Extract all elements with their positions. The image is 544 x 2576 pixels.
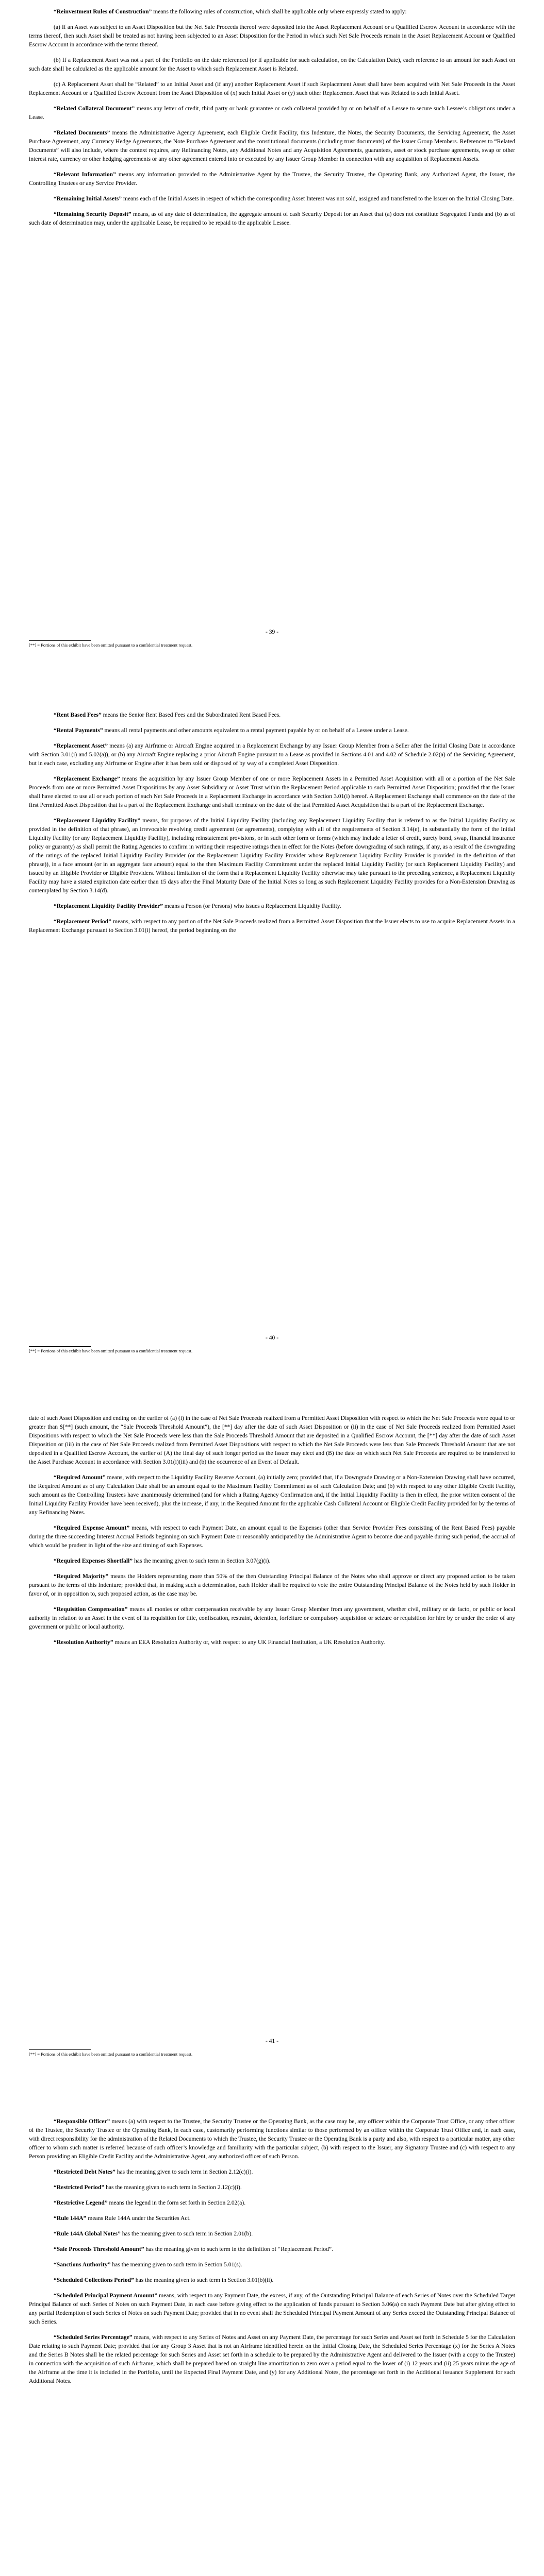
defined-term: “Scheduled Principal Payment Amount” [54,2292,158,2299]
definition-paragraph [29,2198,515,2207]
defined-term: “Required Majority” [54,1573,109,1580]
definition-text: means all monies or other compensation receivable by any Issuer Group Member from any government, whether civil, military or de facto, or public or local authority in relation to an Asset in the event of its requisition for title, confiscation, restraint, detention, forfeiture or compulsory acquisition or seizure or requisition for hire by or under the order of any government or public or local authority. [29,1606,515,1630]
definition-paragraph [29,2276,515,2284]
defined-term: “Reinvestment Rules of Construction” [54,8,152,15]
defined-term: “Rule 144A” [54,2215,87,2222]
definition-text: (b) If a Replacement Asset was not a part of the Portfolio on the date referenced (or if applicable for such calculation, on the Calculation Date), each reference to an amount for such Asset on such date shall be calculated as the applicable amount for the Asset to which such Replacement Asset is Related. [29,57,515,72]
defined-term: “Restricted Debt Notes” [54,2168,116,2175]
definition-paragraph [29,2183,515,2192]
definition-paragraph [29,2260,515,2269]
definition-paragraph [29,194,515,203]
definition-text: (a) If an Asset was subject to an Asset Disposition but the Net Sale Proceeds thereof were deposited into the Asset Replacement Account or a Qualified Escrow Account in accordance with the terms thereof, then such Asset shall be treated as not having been subjected to an Asset Disposition for the Period in which such Net Sale Proceeds remain in the Asset Replacement Account or Qualified Escrow Account in accordance with the terms thereof. [29,24,515,48]
subparagraph [29,56,515,73]
definition-text: means a Person (or Persons) who issues a Replacement Liquidity Facility. [163,903,341,909]
definition-text: means, for purposes of the Initial Liquidity Facility (including any Replacement Liquidity Facility that is referred to as the Initial Liquidity Facility as provided in the definition of that phrase), an irrevocable revolving credit agreement (or agreements), complying with all of the requirements of Section 3.14(e), in substantially the form of the Initial Liquidity Facility (or any Replacement Liquidity Facility), including reinstatement provisions, or in such other form or forms (which may include a letter of credit, surety bond, swap, financial insurance policy or guaranty) as shall permit the Rating Agencies to confirm in writing their respective ratings then in effect for the Notes (before downgrading of such ratings, if any, as a result of the downgrading of the ratings of the replaced Initial Liquidity Facility Provider (or the Replacement Liquidity Facility Provider whose Replacement Liquidity Facility Provider is provided in the definition of that phrase)), in a face amount (or in an aggregate face amount) equal to the then Maximum Facility Commitment under the replaced Initial Liquidity Facility (or such Replacement Liquidity Facility) and issued by an Eligible Provider or Eligible Providers. Without limitation of the form that a Replacement Liquidity Facility otherwise may take pursuant to the preceding sentence, a Replacement Liquidity Facility may have a stated expiration date earlier than 15 days after the Final Maturity Date of the Initial Notes so long as such Replacement Liquidity Facility provides for a Non-Extension Drawing as contemplated by Section 3.14(d). [29,817,515,894]
definition-paragraph [29,1523,515,1550]
definition-text: has the meaning given to such term in Section 5.01(s). [110,2261,242,2268]
definition-text: means all rental payments and other amounts equivalent to a rental payment payable by or on behalf of a Lessee under a Lease. [103,727,409,734]
definition-paragraph [29,2229,515,2238]
defined-term: “Relevant Information” [54,171,116,178]
definition-paragraph [29,2291,515,2326]
defined-term: “Scheduled Series Percentage” [54,2334,133,2341]
definition-text: means each of the Initial Assets in respect of which the corresponding Asset Interest was not sold, assigned and transferred to the Issuer on the Initial Closing Date. [122,195,514,202]
subparagraph [29,23,515,49]
defined-term: “Sanctions Authority” [54,2261,111,2268]
definition-text: means the Senior Rent Based Fees and the Subordinated Rent Based Fees. [101,711,281,718]
definition-paragraph [29,774,515,809]
definition-text: means the Administrative Agency Agreement, each Eligible Credit Facility, this Indenture, the Notes, the Security Documents, the Servicing Agreement, the Asset Purchase Agreement, any Currency Hedge Agreements, the Note Purchase Agreement and the constitutional documents (including trust documents) of the Issuer Group Members. References to “Related Documents” will also include, where the context requires, any Refinancing Notes, any Additional Notes and any Acquisition Agreements, guarantees, asset or stock purchase agreements, swap or other interest rate, currency or other hedging agreements or any other agreement entered into or executed by any Issuer Group Member in connection with any acquisition of Replacement Assets. [29,129,515,162]
defined-term: “Remaining Initial Assets” [54,195,122,202]
definition-text: (c) A Replacement Asset shall be “Related” to an Initial Asset and (if any) another Replacement Asset if such Replacement Asset shall have been acquired with Net Sale Proceeds in the Asset Replacement Account or a Qualified Escrow Account from the Asset Disposition of (x) such Initial Asset or (y) such other Replacement Asset that was Related to such Initial Asset. [29,81,515,96]
defined-term: “Replacement Liquidity Facility Provider” [54,903,163,909]
definition-paragraph [29,104,515,122]
defined-term: “Rent Based Fees” [54,711,102,718]
definition-text: means an EEA Resolution Authority or, with respect to any UK Financial Institution, a UK Resolution Authority. [113,1639,385,1646]
definition-paragraph [29,210,515,227]
defined-term: “Rental Payments” [54,727,103,734]
defined-term: “Replacement Liquidity Facility” [54,817,141,824]
definition-text: means, with respect to any portion of the Net Sale Proceeds realized from a Permitted Asset Disposition that the Issuer elects to use to acquire Replacement Assets in a Replacement Exchange pursuant to Section 3.01(i) hereof, the period beginning on the [29,918,515,934]
page-number: - 40 - [265,1334,279,1341]
definition-text: means, with respect to any Payment Date, the excess, if any, of the Outstanding Principal Balance of each Series of Notes over the Scheduled Target Principal Balance of such Series of Notes on such Payment Date, in each case before giving effect to the application of funds pursuant to Section 3.06(a) on such Payment Date but after giving effect to any partial Redemption of such Series of Notes on such Payment Date; provided that in no event shall the Scheduled Principal Payment Amount of any Series exceed the Outstanding Principal Balance of such Series. [29,2292,515,2325]
definition-text: means the acquisition by any Issuer Group Member of one or more Replacement Assets in a Permitted Asset Acquisition with all or a portion of the Net Sale Proceeds from one or more Permitted Asset Dispositions by any Asset Subsidiary or Asset Trust within the Replacement Period applicable to such Permitted Asset Disposition; provided that the Issuer shall have elected to use all or such portion of such Net Sale Proceeds in a Replacement Exchange in accordance with Section 3.01(i) hereof. A Replacement Exchange shall commence on the date of the first Permitted Asset Disposition that is a part of the Replacement Exchange and shall terminate on the date of the last Permitted Asset Acquisition that is a part of the Replacement Exchange. [29,775,515,808]
definition-paragraph [29,902,515,910]
page-number: - 41 - [265,2038,279,2044]
definition-paragraph [29,726,515,735]
definition-paragraph [29,2214,515,2223]
document-page [0,1406,544,2110]
definition-paragraph [29,170,515,188]
defined-term: “Related Documents” [54,129,110,136]
defined-term: “Remaining Security Deposit” [54,211,131,217]
definition-paragraph [29,1556,515,1565]
defined-term: “Required Expense Amount” [54,1524,130,1531]
definition-text: has the meaning given to such term in Section 3.07(g)(i). [133,1557,271,1564]
definition-text: means, with respect to the Liquidity Facility Reserve Account, (a) initially zero; provided that, if a Downgrade Drawing or a Non-Extension Drawing shall have occurred, the Required Amount as of any Calculation Date shall be an amount equal to the Maximum Facility Commitment as of such Calculation Date; and (b) with respect to any other Eligible Credit Facility, such amount as the Controlling Trustees have unanimously determined (and for which a Rating Agency Confirmation and, if the Initial Liquidity Facility is then in effect, the prior written consent of the Initial Liquidity Facility Provider have been received), plus the increase, if any, in the Required Amount for the applicable Cash Collateral Account or Eligible Credit Facility provided for by the terms of any Refinancing Notes. [29,1474,515,1516]
definition-text: means the following rules of construction, which shall be applicable only where expressly stated to apply: [152,8,407,15]
definition-paragraph [29,1605,515,1631]
footnote-divider [29,640,91,641]
footnote-divider [29,1346,91,1347]
definition-text: has the meaning given to such term in Section 2.12(c)(i). [104,2184,242,2191]
definition-text: has the meaning given to such term in Section 2.12(c)(i). [115,2168,253,2175]
defined-term: “Replacement Asset” [54,742,108,749]
defined-term: “Sale Proceeds Threshold Amount” [54,2246,144,2252]
definition-paragraph [29,7,515,16]
confidential-footnote: [**] = Portions of this exhibit have been omitted pursuant to a confidential treatment request. [29,1348,193,1353]
definition-text: means the Holders representing more than 50% of the then Outstanding Principal Balance of the Notes who shall approve or direct any proposed action to be taken pursuant to the terms of this Indenture; provided that, in making such a determination, each Holder shall be required to vote the entire Outstanding Principal Balance of the Notes held by such Holder in favor of, or in opposition to, such proposed action, as the case may be. [29,1573,515,1597]
definition-text: has the meaning given to such term in Section 3.01(b)(ii). [134,2277,274,2283]
defined-term: “Related Collateral Document” [54,105,135,112]
continued-paragraph [29,1414,515,1466]
definition-paragraph [29,2333,515,2385]
definition-text: has the meaning given to such term in Section 2.01(b). [120,2230,253,2237]
defined-term: “Restricted Period” [54,2184,105,2191]
definition-paragraph [29,2245,515,2253]
definition-text: means (a) any Airframe or Aircraft Engine acquired in a Replacement Exchange by any Issuer Group Member from a Seller after the Initial Closing Date in accordance with Section 3.01(i) and 5.02(a)), or (b) any Aircraft Engine replacing a prior Aircraft Engine pursuant to a Lease as provided in Sections 4.01 and 4.02 of Schedule 2.02(a) of the Servicing Agreement, but in each case, excluding any Airframe or Engine after it has been sold or disposed of by way of a completed Asset Disposition. [29,742,515,767]
subparagraph [29,80,515,97]
definition-text: means (a) with respect to the Trustee, the Security Trustee or the Operating Bank, as the case may be, any officer within the Corporate Trust Office, or any other officer of the Trustee, the Security Trustee or the Operating Bank, in each case, customarily performing functions similar to those performed by an officer within the Corporate Trust Office and, in each case, with direct responsibility for the administration of the Related Documents to which the Trustee, the Security Trustee or the Operating Bank is a party and also, with respect to a particular matter, any other officer to whom such matter is referred because of such officer’s knowledge and familiarity with the particular subject, (b) with respect to the Issuer, any Signatory Trustee and (c) with respect to any Person providing an Eligible Credit Facility and the Administrative Agent, any authorized officer of such Person. [29,2118,515,2160]
definition-paragraph [29,2117,515,2161]
definition-paragraph [29,1473,515,1517]
defined-term: “Responsible Officer” [54,2118,110,2125]
document-page [0,2110,544,2576]
definition-text: has the meaning given to such term in the definition of “Replacement Period”. [144,2246,333,2252]
defined-term: “Scheduled Collections Period” [54,2277,134,2283]
definition-paragraph [29,128,515,163]
definition-paragraph [29,1572,515,1598]
definition-paragraph [29,1638,515,1647]
footnote-divider [29,2049,91,2050]
definition-paragraph [29,2167,515,2176]
definition-paragraph [29,710,515,719]
definition-text: means, with respect to any Series of Notes and Asset on any Payment Date, the percentage for such Series and Asset set forth in Schedule 5 for the Calculation Date relating to such Payment Date; provided that for any Group 3 Asset that is not an Airframe identified herein on the Initial Closing Date, the Scheduled Series Percentage (x) for the Series A Notes and the Series B Notes shall be the related percentage for such Series and Asset set forth in a schedule to be prepared by the Administrative Agent and delivered to the Issuer (with a copy to the Trustee) in connection with the acquisition of such Airframe, which shall be prepared based on straight line amortization to zero over a period equal to the lower of (i) 12 years and (ii) 25 years minus the age of the Airframe at the time it is included in the Portfolio, until the Expected Final Payment Date, and (y) for any Additional Notes, the percentage set forth in the Additional Issuance Supplement for such Additional Notes. [29,2334,515,2384]
page-number: - 39 - [265,629,279,635]
confidential-footnote: [**] = Portions of this exhibit have been omitted pursuant to a confidential treatment request. [29,642,193,648]
document-page [0,0,544,703]
definition-paragraph [29,741,515,768]
defined-term: “Replacement Exchange” [54,775,120,782]
document-page [0,703,544,1406]
definition-text: means Rule 144A under the Securities Act. [86,2215,191,2222]
definition-text: means any letter of credit, third party or bank guarantee or cash collateral provided by or on behalf of a Lessee to secure such Lessee’s obligations under a Lease. [29,105,515,121]
defined-term: “Replacement Period” [54,918,111,925]
definition-text: means any information provided to the Administrative Agent by the Trustee, the Security Trustee, the Operating Bank, any Authorized Agent, the Issuer, the Controlling Trustees or any Service Provider. [29,171,515,187]
defined-term: “Rule 144A Global Notes” [54,2230,121,2237]
definition-text: means, with respect to each Payment Date, an amount equal to the Expenses (other than Service Provider Fees consisting of the Rent Based Fees) payable during the three succeeding Interest Accrual Periods beginning on such Payment Date or reasonably anticipated by the Administrative Agent to become due and payable during such period, the accrual of which would be prudent in light of the size and timing of such Expenses. [29,1524,515,1549]
defined-term: “Restrictive Legend” [54,2199,108,2206]
defined-term: “Required Amount” [54,1474,106,1481]
definition-paragraph [29,917,515,935]
definition-text: means the legend in the form set forth in Section 2.02(a). [107,2199,246,2206]
definition-text: date of such Asset Disposition and ending on the earlier of (a) (i) in the case of Net Sale Proceeds realized from a Permitted Asset Disposition with respect to which the Net Sale Proceeds were equal to or greater than $[**] (such amount, the “Sale Proceeds Threshold Amount”), the [**] day after the date of such Asset Disposition or (ii) in the case of Net Sale Proceeds realized from Permitted Asset Dispositions with respect to which the Net Sale Proceeds were less than the Sale Proceeds Threshold Amount that are deposited in a Qualified Escrow Account, the [**] day after the date of such Asset Disposition or (iii) in the case of Net Sale Proceeds realized from Permitted Asset Dispositions with respect to which the Net Sale Proceeds were less than Sale Proceeds Threshold Amount that are not deposited in a Qualified Escrow Account, the earlier of (A) the final day of such longer period as the Issuer may elect and (B) the date on which such Net Sale Proceeds are required to be transferred to the Asset Purchase Account in accordance with Section 3.01(i)(iii) and (b) the occurrence of an Event of Default. [29,1415,515,1465]
definition-paragraph [29,816,515,895]
definition-text: means, as of any date of determination, the aggregate amount of cash Security Deposit for an Asset that (a) does not constitute Segregated Funds and (b) as of such date of determination may, under the applicable Lease, be required to be repaid to the applicable Lessee. [29,211,515,226]
defined-term: “Requisition Compensation” [54,1606,128,1613]
confidential-footnote: [**] = Portions of this exhibit have been omitted pursuant to a confidential treatment request. [29,2052,193,2057]
defined-term: “Resolution Authority” [54,1639,113,1646]
defined-term: “Required Expenses Shortfall” [54,1557,133,1564]
